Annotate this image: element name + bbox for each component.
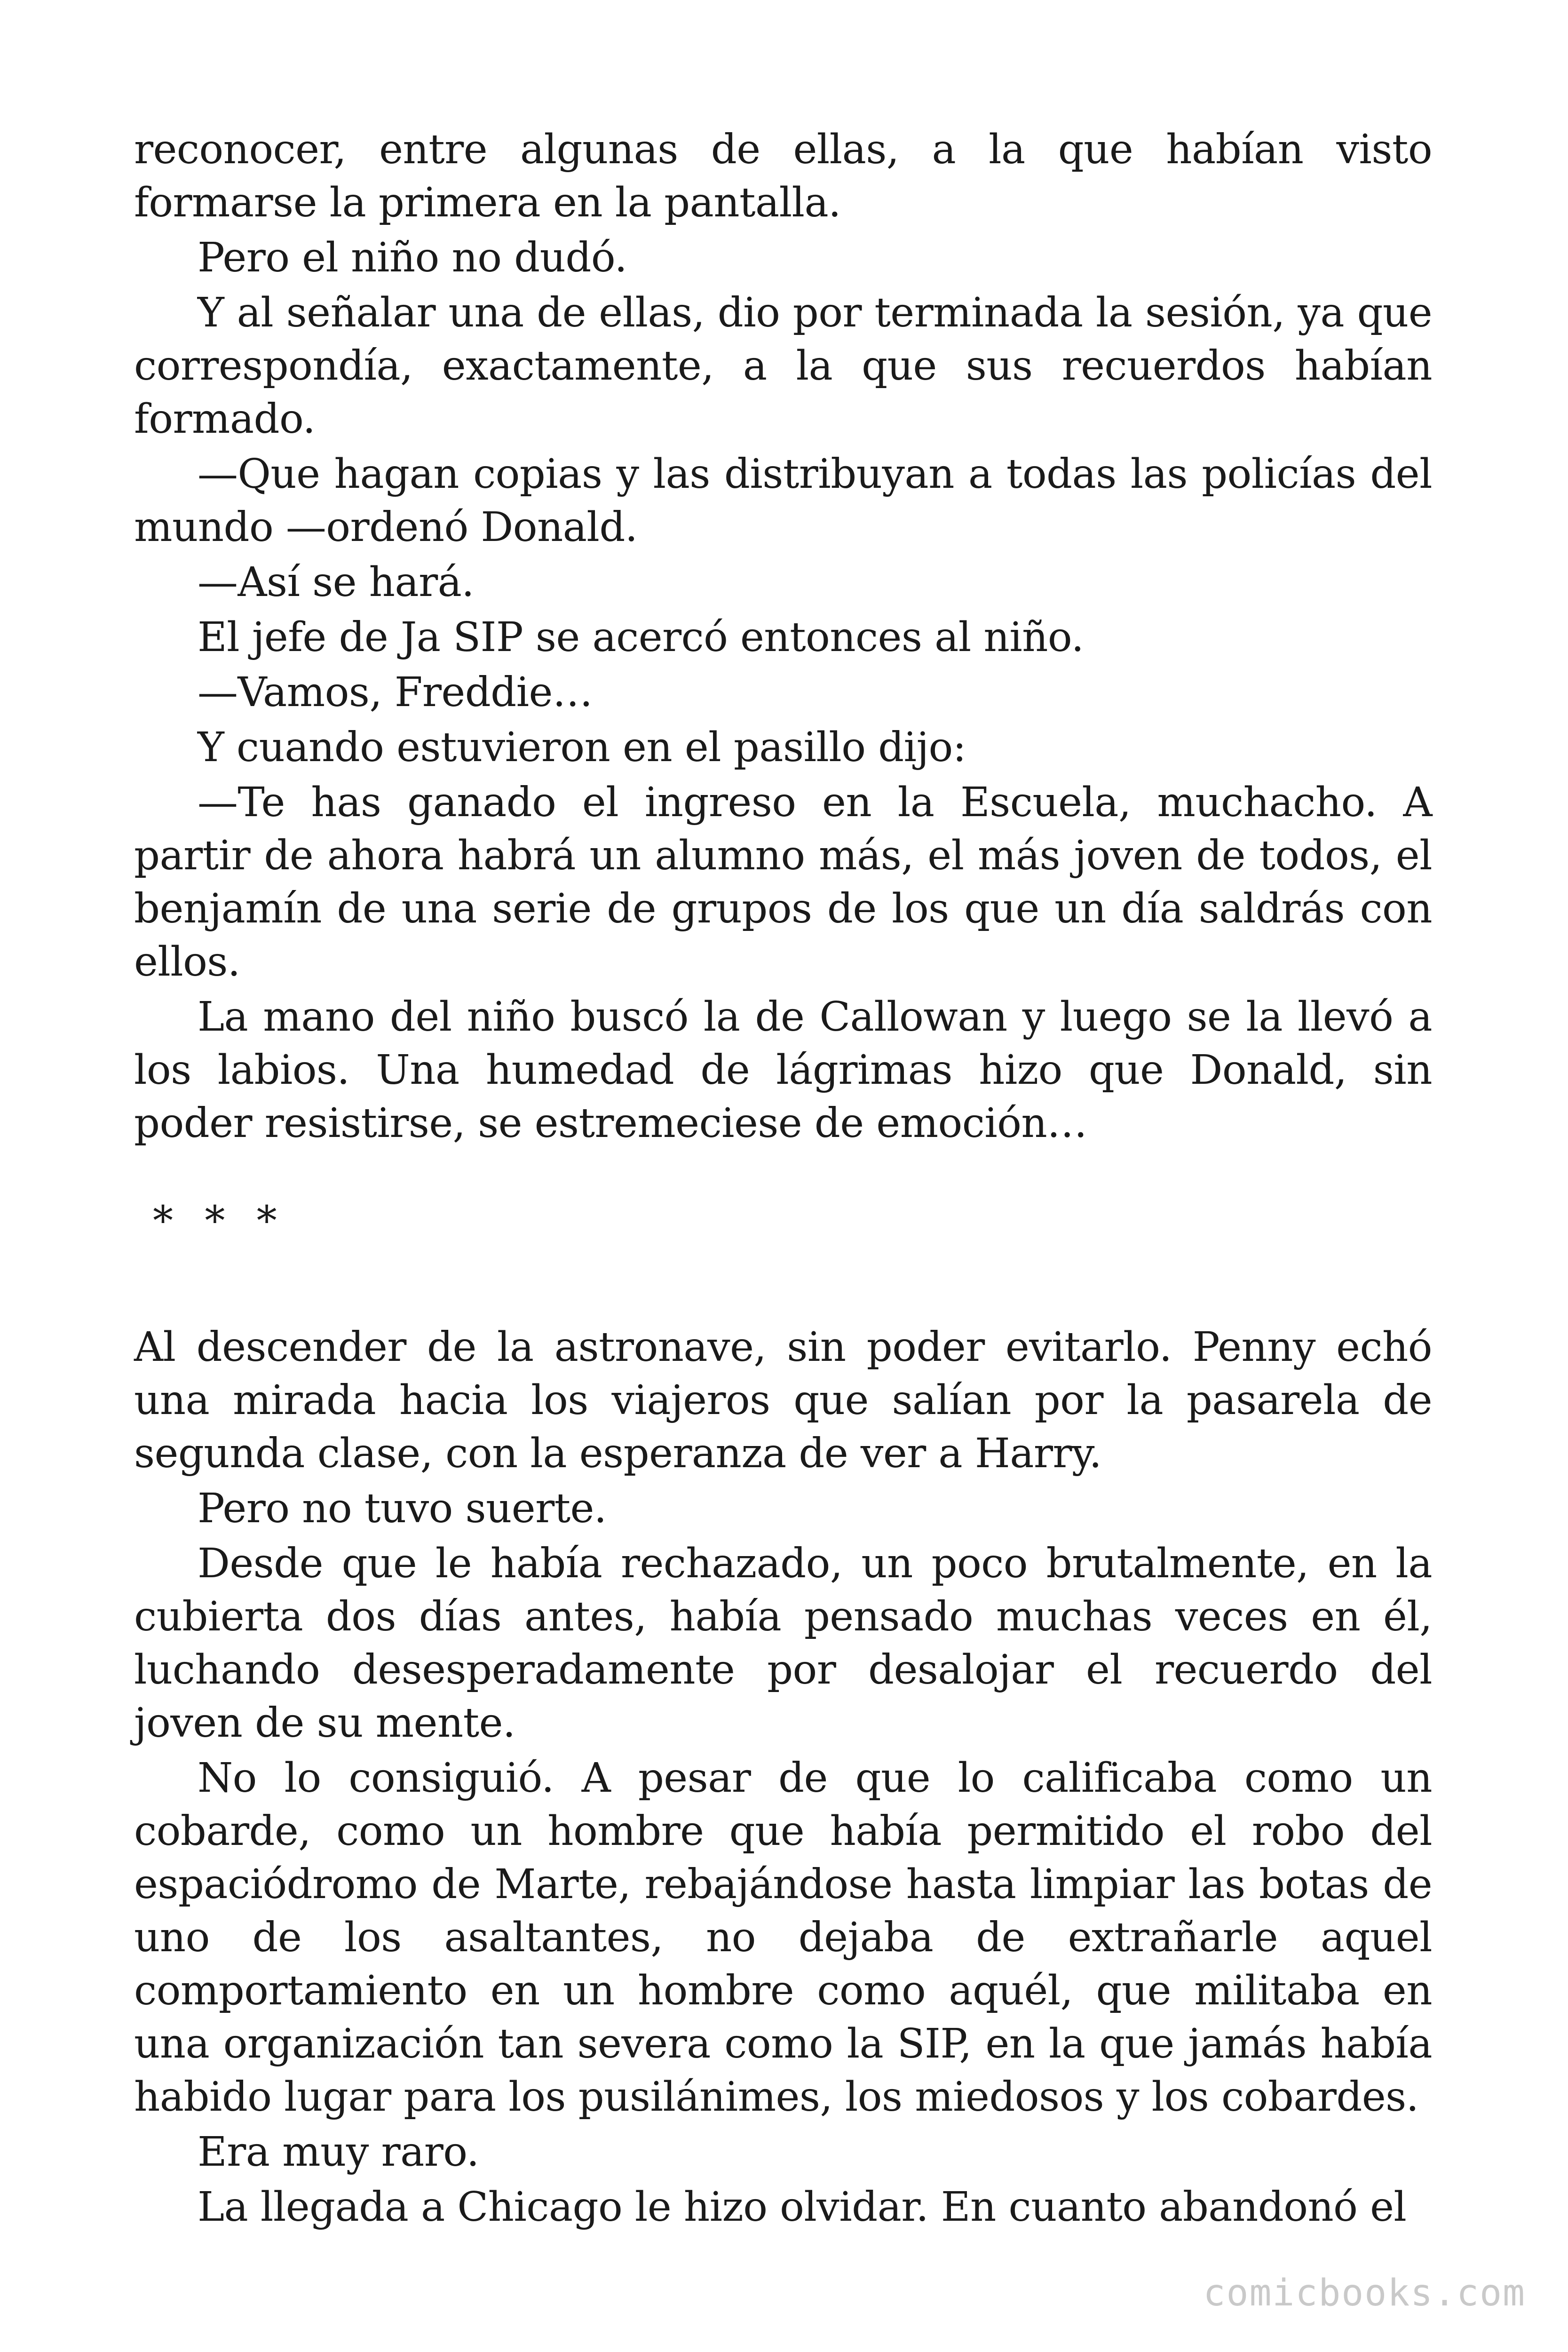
paragraph: Al descender de la astronave, sin poder evitarlo. Penny echó una mirada hacia los viajeros que salían por la pasarela de segunda clase, con la esperanza de ver a Harry.: [134, 1324, 1432, 1477]
paragraph: Y cuando estuvieron en el pasillo dijo:: [198, 724, 966, 771]
watermark: comicbooks.com: [1203, 2272, 1526, 2314]
section-separator: * * *: [153, 1198, 286, 1245]
paragraph: —Te has ganado el ingreso en la Escuela, muchacho. A partir de ahora habrá un alumno más, el más joven de todos, el benjamín de una serie de grupos de los que un día saldrás con ellos.: [134, 779, 1432, 985]
paragraph: La mano del niño buscó la de Callowan y luego se la llevó a los labios. Una humedad de lágrimas hizo que Donald, sin poder resistirse, se estremeciese de emoción…: [134, 993, 1432, 1147]
paragraph: reconocer, entre algunas de ellas, a la que habían visto formarse la primera en la pantalla.: [134, 126, 1432, 226]
paragraph: —Vamos, Freddie…: [198, 669, 593, 716]
paragraph: Era muy raro.: [198, 2129, 479, 2176]
paragraph: —Que hagan copias y las distribuyan a todas las policías del mundo —ordenó Donald.: [134, 451, 1432, 551]
paragraph: Pero no tuvo suerte.: [198, 1485, 607, 1532]
paragraph: La llegada a Chicago le hizo olvidar. En cuanto abandonó el: [198, 2184, 1407, 2231]
book-page-body: [134, 123, 1432, 2236]
paragraph: —Así se hará.: [198, 559, 475, 606]
paragraph: Desde que le había rechazado, un poco brutalmente, en la cubierta dos días antes, había pensado muchas veces en él, luchando desesperadamente por desalojar el recuerdo del joven de su mente.: [134, 1540, 1432, 1747]
paragraph: No lo consiguió. A pesar de que lo calificaba como un cobarde, como un hombre que había permitido el robo del espaciódromo de Marte, rebajándose hasta limpiar las botas de uno de los asaltantes, no dejaba de extrañarle aquel comportamiento en un hombre como aquél, que militaba en una organización tan severa como la SIP, en la que jamás había habido lugar para los pusilánimes, los miedosos y los cobardes.: [134, 1755, 1432, 2121]
paragraph: Y al señalar una de ellas, dio por terminada la sesión, ya que correspondía, exactamente, a la que sus recuerdos habían formado.: [134, 289, 1432, 443]
paragraph: El jefe de Ja SIP se acercó entonces al niño.: [198, 614, 1084, 661]
paragraph: Pero el niño no dudó.: [198, 234, 627, 281]
